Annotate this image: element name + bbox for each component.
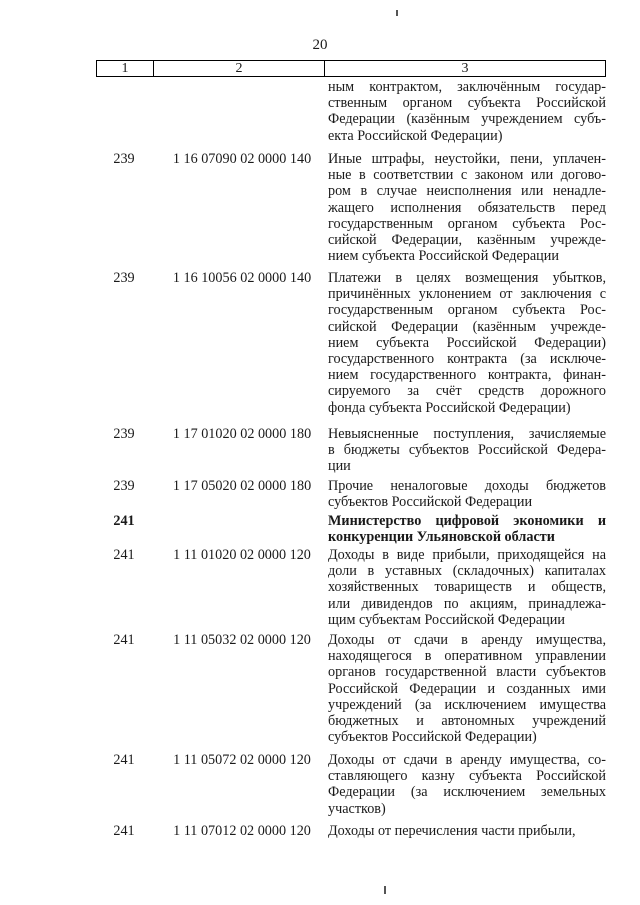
admin-code-cell: 241 [113, 632, 135, 648]
description-cell [328, 151, 606, 264]
description-line: щим субъектам Российской Федерации [328, 611, 565, 628]
admin-code-cell: 239 [113, 151, 135, 167]
header-col-2: 2 [154, 61, 325, 76]
revenue-code-cell: 1 11 05032 02 0000 120 [173, 632, 311, 648]
description-line: Доходы в виде прибыли, приходящейся на [328, 547, 606, 563]
description-line: ные в соответствии с законом или догово- [328, 167, 606, 184]
admin-code-cell: 239 [113, 270, 135, 286]
description-line: Прочие неналоговые доходы бюджетов [328, 478, 606, 494]
description-line: Иные штрафы, неустойки, пени, уплачен- [328, 151, 606, 167]
description-line: сийской Федерации (казённым учрежде- [328, 318, 606, 335]
description-line: сируемого за счёт средств дорожного [328, 383, 606, 400]
description-line: органов государственной власти субъектов [328, 664, 606, 681]
description-cell [328, 752, 606, 817]
description-line: в бюджеты субъектов Российской Федера- [328, 442, 606, 459]
header-col-3: 3 [461, 61, 469, 76]
description-line: участков) [328, 800, 386, 817]
description-line: Министерство цифровой экономики и [328, 513, 606, 529]
description-line: ственным органом субъекта Российской [328, 95, 606, 112]
revenue-code-cell: 1 11 07012 02 0000 120 [173, 823, 311, 839]
description-cell [328, 513, 606, 545]
header-col-1: 1 [97, 61, 154, 76]
revenue-code-cell: 1 17 05020 02 0000 180 [172, 478, 312, 494]
description-line: государственным органом субъекта Рос- [328, 215, 606, 232]
revenue-code-cell: 1 11 05072 02 0000 120 [173, 752, 311, 768]
admin-code-cell: 239 [113, 478, 135, 494]
revenue-code-cell: 1 11 01020 02 0000 120 [173, 547, 311, 563]
description-line: конкуренции Ульяновской области [328, 529, 555, 546]
description-line: доли в уставных (складочных) капиталах [328, 563, 606, 580]
description-line: Федерации (за исключением земельных [328, 784, 606, 801]
description-line: сийской Федерации, казённым учрежде- [328, 232, 606, 249]
description-cell [328, 270, 606, 416]
admin-code-cell: 241 [113, 547, 135, 563]
description-line: Невыясненные поступления, зачисляемые [328, 426, 606, 442]
description-line: хозяйственных товариществ и обществ, [328, 579, 606, 596]
description-line: Доходы от перечисления части прибыли, [328, 823, 576, 839]
description-line: Федерации (казённым учреждением субъ- [328, 111, 606, 128]
description-cell [328, 79, 606, 144]
scan-mark-top [396, 10, 398, 16]
revenue-code-cell: 1 16 10056 02 0000 140 [172, 270, 312, 286]
admin-code-cell: 241 [113, 513, 135, 529]
revenue-code-cell: 1 17 01020 02 0000 180 [172, 426, 312, 442]
admin-code-cell: 239 [113, 426, 135, 442]
description-line: екта Российской Федерации) [328, 127, 503, 144]
description-line: Доходы от сдачи в аренду имущества, со- [328, 752, 606, 768]
description-line: Российской Федерации и созданных ими [328, 680, 606, 697]
description-cell [328, 823, 606, 839]
description-line: учреждений (за исключением имущества [328, 696, 606, 713]
description-line: государственного контракта (за исключе- [328, 351, 606, 368]
description-line: субъектов Российской Федерации [328, 494, 533, 511]
description-line: нием субъекта Российской Федерации) [328, 334, 606, 351]
admin-code-cell: 241 [113, 823, 135, 839]
description-line: ции [328, 458, 351, 475]
description-line: ром в случае неисполнения или ненадле- [328, 183, 606, 200]
description-line: бюджетных и автономных учреждений [328, 713, 606, 730]
description-line: жащего исполнения обязательств перед [328, 199, 606, 216]
description-line: ным контрактом, заключённым государ- [328, 79, 606, 95]
description-line: Платежи в целях возмещения убытков, [328, 270, 606, 286]
table-header [96, 60, 606, 77]
description-line: Доходы от сдачи в аренду имущества, [328, 632, 606, 648]
description-cell [328, 547, 606, 628]
revenue-code-cell: 1 16 07090 02 0000 140 [172, 151, 312, 167]
scan-mark-bottom [384, 886, 386, 894]
description-line: находящегося в оперативном управлении [328, 648, 606, 665]
description-line: нием государственного контракта, финан- [328, 367, 606, 384]
description-line: или дивидендов по акциям, принадлежа- [328, 595, 606, 612]
description-cell [328, 632, 606, 745]
description-line: субъектов Российской Федерации) [328, 729, 537, 746]
description-line: причинённых уклонением от заключения с [328, 286, 606, 303]
description-line: ставляющего казну субъекта Российской [328, 768, 606, 785]
description-line: фонда субъекта Российской Федерации) [328, 399, 571, 416]
description-line: нием субъекта Российской Федерации [328, 248, 559, 265]
description-cell [328, 426, 606, 475]
description-cell [328, 478, 606, 510]
admin-code-cell: 241 [113, 752, 135, 768]
page-number: 20 [312, 37, 328, 53]
description-line: государственным органом субъекта Рос- [328, 302, 606, 319]
